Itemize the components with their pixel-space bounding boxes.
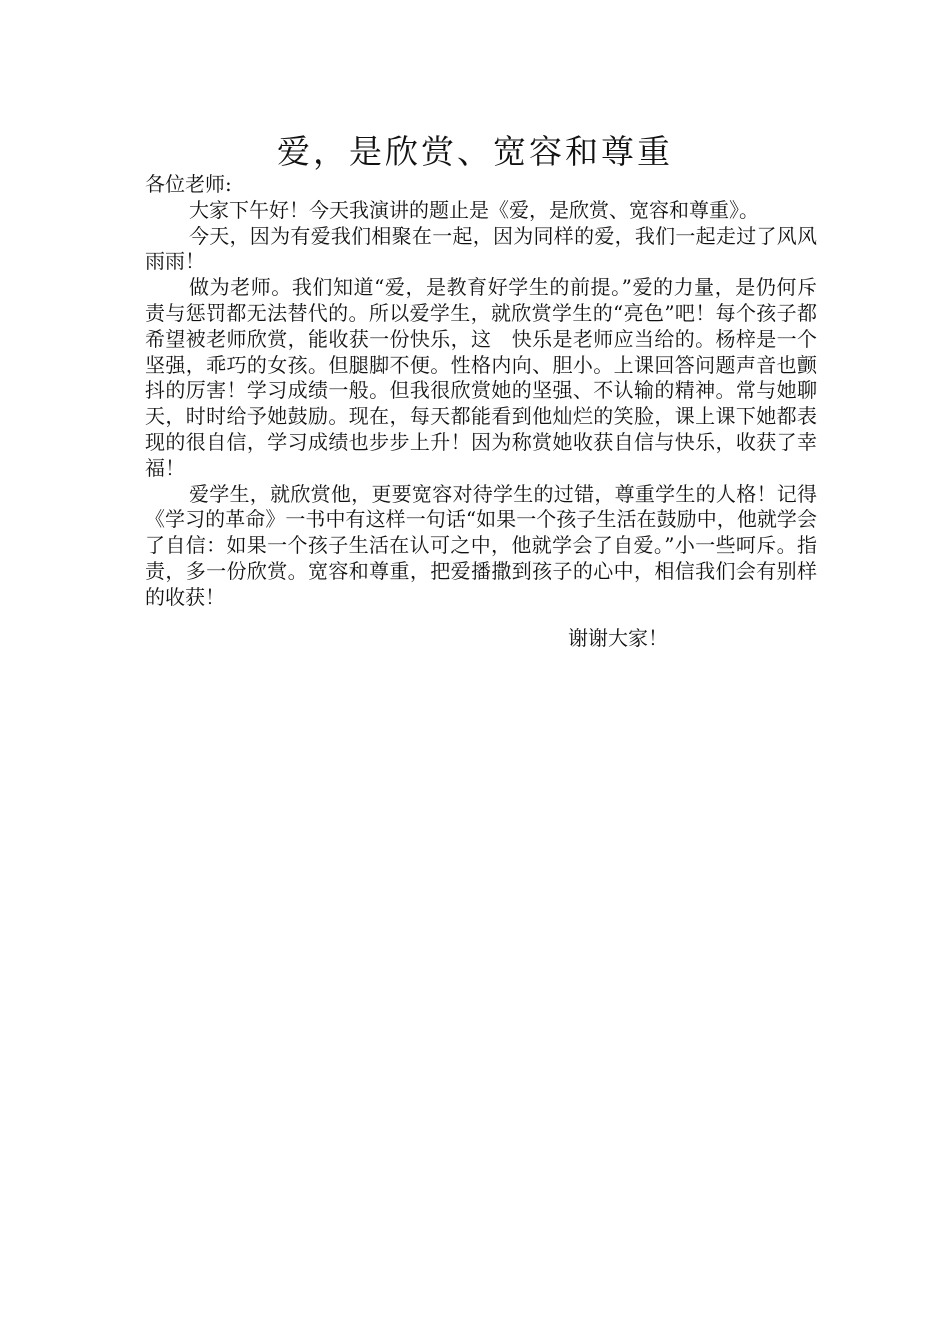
closing-thanks: 谢谢大家！	[568, 626, 668, 650]
paragraph-tolerance-respect: 爱学生，就欣赏他，更要宽容对待学生的过错，尊重学生的人格！记得《学习的革命》一书中有这样一句话“如果一个孩子生活在鼓励中，他就学会了自信：如果一个孩子生活在认可之中，他就学会了自爱。”小一些呵斥。指责，多一份欣赏。宽容和尊重，把爱播撒到孩子的心中，相信我们会有别样的收获！	[145, 481, 817, 609]
paragraph-gathering: 今天，因为有爱我们相聚在一起，因为同样的爱，我们一起走过了风风雨雨！	[145, 223, 817, 274]
salutation: 各位老师:	[145, 172, 232, 196]
document-body	[145, 172, 817, 611]
paragraph-greeting: 大家下午好！今天我演讲的题止是《爱，是欣赏、宽容和尊重》。	[189, 197, 759, 222]
paragraph-appreciation: 做为老师。我们知道“爱，是教育好学生的前提。”爱的力量，是仍何斥责与惩罚都无法替代的。所以爱学生，就欣赏学生的“亮色”吧！每个孩子都希望被老师欣赏，能收获一份快乐，这 快乐是老师应当给的。杨梓是一个坚强，乖巧的女孩。但腿脚不便。性格内向、胆小。上课回答问题声音也颤抖的厉害！学习成绩一般。但我很欣赏她的坚强、不认输的精神。常与她聊天，时时给予她鼓励。现在，每天都能看到他灿烂的笑脸，课上课下她都表现的很自信，学习成绩也步步上升！因为称赏她收获自信与快乐，收获了幸福！	[145, 275, 817, 480]
document-title: 爱，是欣赏、宽容和尊重	[277, 132, 673, 171]
